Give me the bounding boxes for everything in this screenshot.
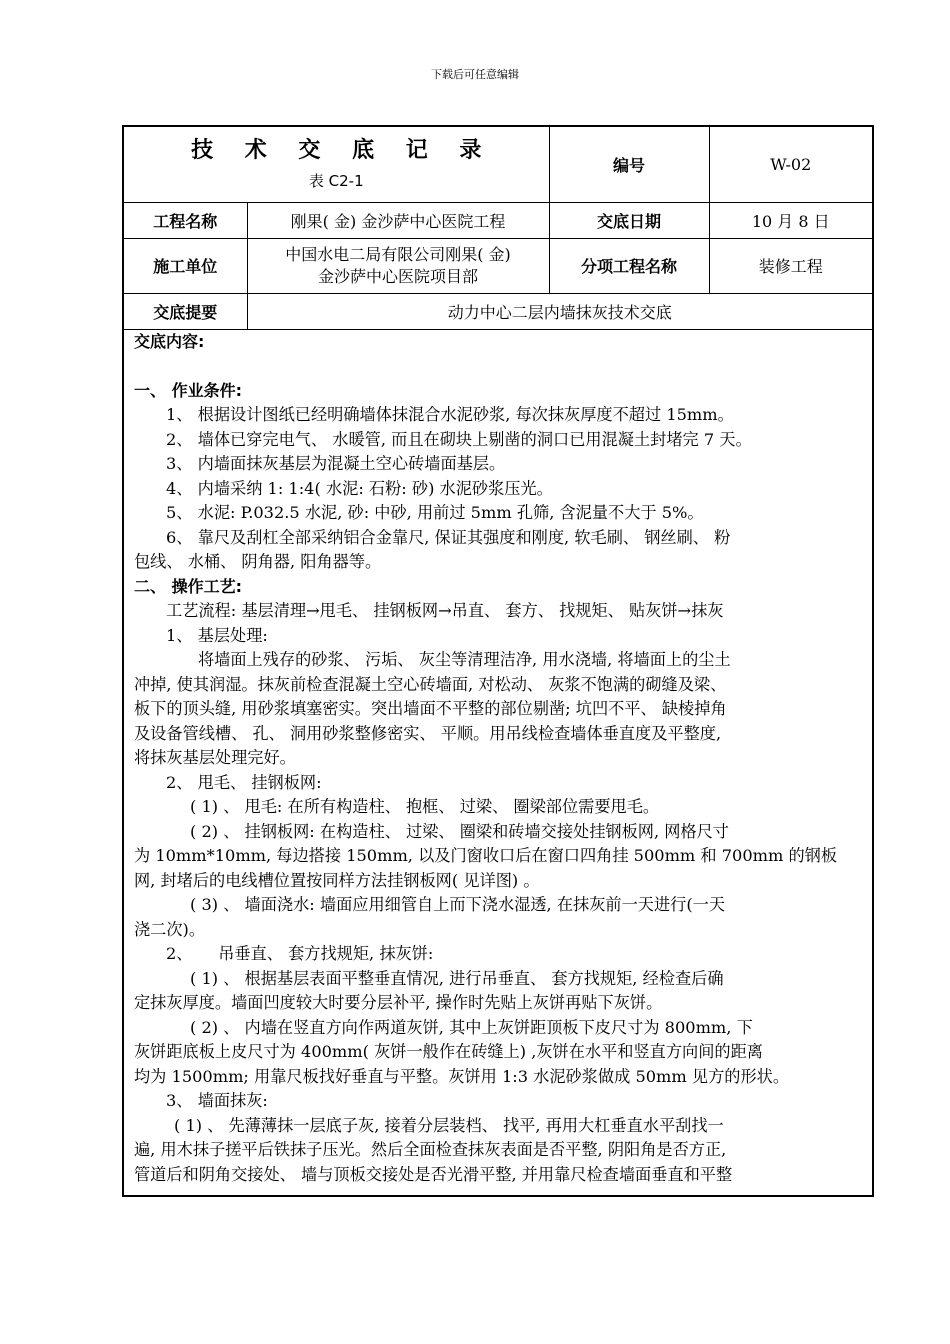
contractor-line-2: 金沙萨中心医院项目部 <box>318 266 479 286</box>
p2-a: ( 1) 、 甩毛: 在所有构造柱、 抱框、 过梁、 圈梁部位需要甩毛。 <box>190 797 660 816</box>
subproject-value: 装修工程 <box>709 238 872 293</box>
technical-disclosure-form <box>122 125 874 1197</box>
p1-line: 板下的顶头缝, 用砂浆填塞密实。突出墙面不平整的部位剔凿; 坑凹不平、 缺棱掉角 <box>134 699 727 718</box>
section-1-title: 一、 作业条件: <box>134 380 242 400</box>
p4-title: 3、 墙面抹灰: <box>166 1091 268 1110</box>
section-2-title: 二、 操作工艺: <box>134 576 242 596</box>
p4-a-line: ( 1) 、 先薄薄抹一层底子灰, 接着分层装档、 找平, 再用大杠垂直水平刮找一 <box>174 1115 724 1135</box>
s1-item: 2、 墙体已穿完电气、 水暖管, 而且在砌块上剔凿的洞口已用混凝土封堵完 7 天。 <box>166 429 752 449</box>
process-flow: 工艺流程: 基层清理→甩毛、 挂钢板网→吊直、 套方、 找规矩、 贴灰饼→抹灰 <box>166 601 724 620</box>
p1-title: 1、 基层处理: <box>166 625 268 645</box>
contractor-label: 施工单位 <box>124 238 247 293</box>
p2-b-line: 为 10mm*10mm, 每边搭接 150mm, 以及门窗收口后在窗口四角挂 500mm 和 700mm 的钢板 <box>134 846 838 865</box>
p2-b-line: ( 2) 、 挂钢板网: 在构造柱、 过梁、 圈梁和砖墙交接处挂钢板网, 网格尺寸 <box>190 821 729 841</box>
p2-c-line: ( 3) 、 墙面浇水: 墙面应用细管自上而下浇水湿透, 在抹灰前一天进行(一天 <box>190 895 726 914</box>
contractor-line-1: 中国水电二局有限公司刚果( 金) <box>285 244 511 264</box>
s1-item: 5、 水泥: P.032.5 水泥, 砂: 中砂, 用前过 5mm 孔筛, 含泥量不大于 5%。 <box>166 503 704 522</box>
title-cell <box>124 127 549 202</box>
form-number: 表 C2-1 <box>308 172 364 191</box>
project-name-label: 工程名称 <box>124 202 247 238</box>
p2-c-line: 浇二次)。 <box>134 919 206 939</box>
content-heading: 交底内容: <box>134 331 205 351</box>
p4-a-line: 遍, 用木抹子搓平后铁抹子压光。然后全面检查抹灰表面是否平整, 阴阳角是否方正, <box>134 1140 727 1159</box>
p1-line: 及设备管线槽、 孔、 洞用砂浆整修密实、 平顺。用吊线检查墙体垂直度及平整度, <box>134 723 722 743</box>
p1-line: 将墙面上残存的砂浆、 污垢、 灰尘等清理洁净, 用水浇墙, 将墙面上的尘土 <box>198 650 731 669</box>
s1-item: 6、 靠尺及刮杠全部采纳铝合金靠尺, 保证其强度和刚度, 软毛刷、 钢丝刷、 粉 <box>166 527 731 547</box>
summary-value: 动力中心二层内墙抹灰技术交底 <box>247 293 872 329</box>
header-table <box>124 127 872 330</box>
s1-item: 4、 内墙采纳 1: 1:4( 水泥: 石粉: 砂) 水泥砂浆压光。 <box>166 478 553 498</box>
p1-line: 将抹灰基层处理完好。 <box>134 748 296 767</box>
p3-a-line: 定抹灰厚度。墙面凹度较大时要分层补平, 操作时先贴上灰饼再贴下灰饼。 <box>134 993 663 1012</box>
number-label: 编号 <box>549 127 709 202</box>
p3-a-line: ( 1) 、 根据基层表面平整垂直情况, 进行吊垂直、 套方找规矩, 经检查后确 <box>190 968 724 988</box>
p4-a-line: 管道后和阴角交接处、 墙与顶板交接处是否光滑平整, 并用靠尺检查墙面垂直和平整 <box>134 1164 733 1184</box>
p3-b-line: 均为 1500mm; 用靠尺板找好垂直与平整。灰饼用 1:3 水泥砂浆做成 50mm 见方的形状。 <box>134 1066 790 1086</box>
summary-label: 交底提要 <box>124 293 247 329</box>
p1-line: 冲掉, 使其润湿。抹灰前检查混凝土空心砖墙面, 对松动、 灰浆不饱满的砌缝及梁、 <box>134 674 727 694</box>
number-value: W-02 <box>709 127 872 202</box>
p2-b-line: 网, 封堵后的电线槽位置按同样方法挂钢板网( 见详图) 。 <box>134 870 540 890</box>
p3-b-line: 灰饼距底板上皮尺寸为 400mm( 灰饼一般作在砖缝上) ,灰饼在水平和竖直方向间的距离 <box>134 1042 763 1061</box>
p3-b-line: ( 2) 、 内墙在竖直方向作两道灰饼, 其中上灰饼距顶板下皮尺寸为 800mm, 下 <box>190 1017 753 1037</box>
s1-item-cont: 包线、 水桶、 阴角器, 阳角器等。 <box>134 552 382 571</box>
project-name-value: 刚果( 金) 金沙萨中心医院工程 <box>247 202 549 238</box>
disclosure-content <box>124 330 872 1188</box>
s1-item: 3、 内墙面抹灰基层为混凝土空心砖墙面基层。 <box>166 454 506 473</box>
date-label: 交底日期 <box>549 202 709 238</box>
form-title: 技 术 交 底 记 录 <box>191 138 494 164</box>
p2-title: 2、 甩毛、 挂钢板网: <box>166 772 322 792</box>
subproject-label: 分项工程名称 <box>549 238 709 293</box>
date-value: 10 月 8 日 <box>709 202 872 238</box>
blank-line <box>134 354 864 379</box>
p3-title: 2、 吊垂直、 套方找规矩, 抹灰饼: <box>166 944 434 963</box>
s1-item: 1、 根据设计图纸已经明确墙体抹混合水泥砂浆, 每次抹灰厚度不超过 15mm。 <box>166 405 734 424</box>
top-note: 下载后可任意编辑 <box>431 68 519 81</box>
contractor-value <box>247 238 549 293</box>
